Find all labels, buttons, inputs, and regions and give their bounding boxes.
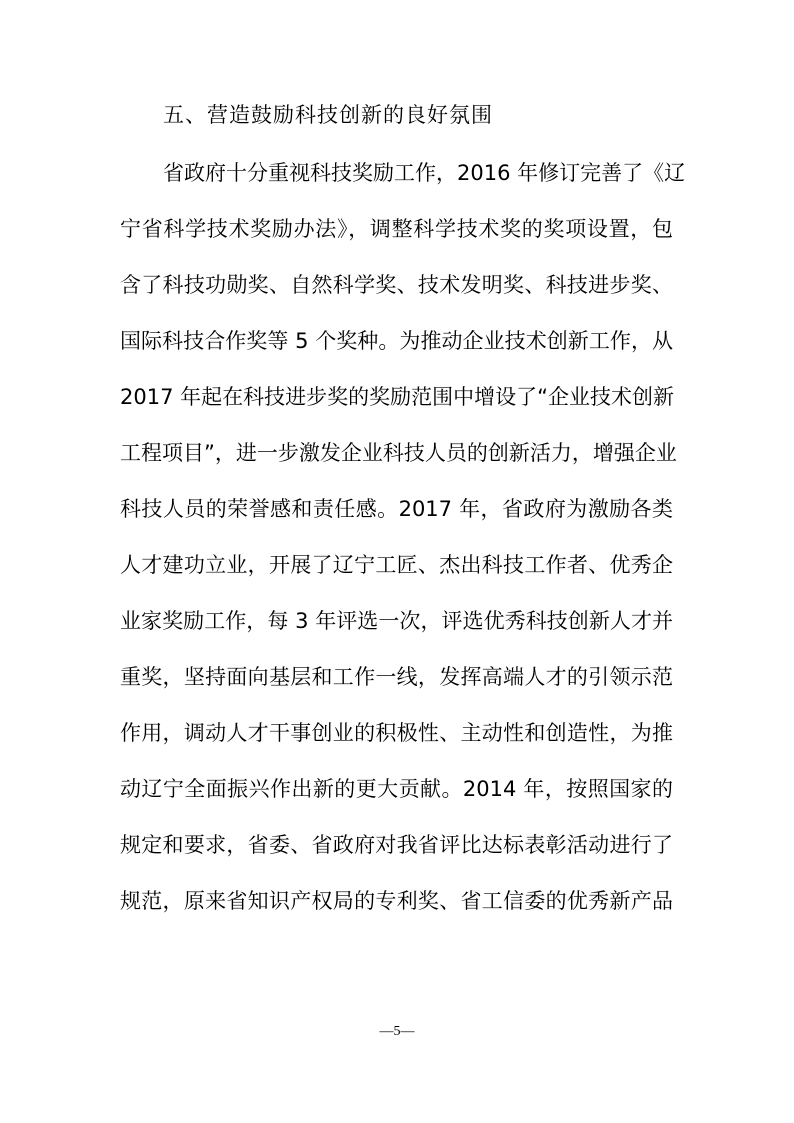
paragraph-line: 科技人员的荣誉感和责任感。2017 年，省政府为激励各类 [120, 497, 673, 521]
paragraph-line: 作用，调动人才干事创业的积极性、主动性和创造性，为推 [120, 721, 673, 745]
paragraph-line: 人才建功立业，开展了辽宁工匠、杰出科技工作者、优秀企 [120, 553, 673, 577]
page-number: —5— [379, 1024, 415, 1039]
paragraph-line: 动辽宁全面振兴作出新的更大贡献。2014 年，按照国家的 [120, 777, 673, 801]
paragraph-line: 含了科技功勋奖、自然科学奖、技术发明奖、科技进步奖、 [120, 273, 673, 297]
paragraph-line: 省政府十分重视科技奖励工作，2016 年修订完善了《辽 [163, 161, 686, 185]
paragraph-line: 重奖，坚持面向基层和工作一线，发挥高端人才的引领示范 [120, 665, 673, 689]
paragraph-line: 国际科技合作奖等 5 个奖种。为推动企业技术创新工作，从 [120, 329, 673, 353]
paragraph-line: 宁省科学技术奖励办法》，调整科学技术奖的奖项设置，包 [120, 217, 673, 241]
paragraph-line: 2017 年起在科技进步奖的奖励范围中增设了“企业技术创新 [120, 385, 674, 409]
paragraph-line: 规范，原来省知识产权局的专利奖、省工信委的优秀新产品 [120, 889, 673, 913]
paragraph-line: 工程项目”，进一步激发企业科技人员的创新活力，增强企业 [120, 441, 677, 465]
paragraph-line: 业家奖励工作，每 3 年评选一次，评选优秀科技创新人才并 [120, 609, 673, 633]
section-heading: 五、营造鼓励科技创新的良好氛围 [163, 103, 493, 127]
paragraph-line: 规定和要求，省委、省政府对我省评比达标表彰活动进行了 [120, 833, 673, 857]
